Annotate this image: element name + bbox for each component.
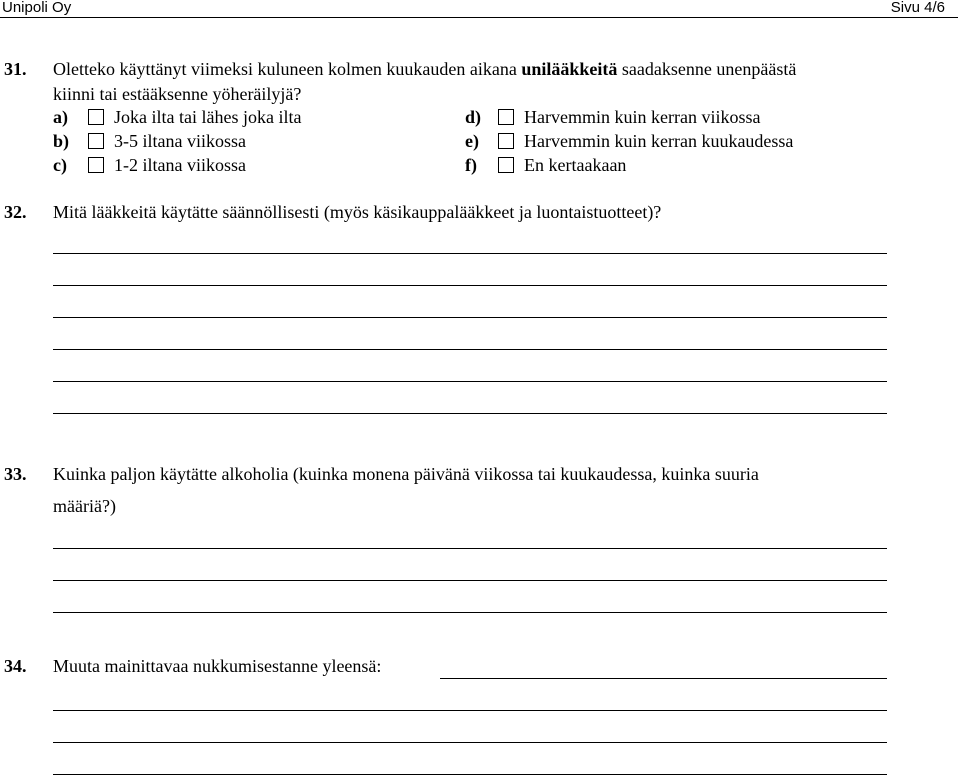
answer-line[interactable] — [53, 413, 887, 414]
question-number: 32. — [4, 202, 27, 222]
answer-line[interactable] — [53, 774, 887, 775]
company-name: Unipoli Oy — [2, 0, 72, 16]
answer-line[interactable] — [53, 253, 887, 254]
question-text: Muuta mainittavaa nukkumisestanne yleensä: — [53, 656, 382, 676]
option-letter: e) — [465, 131, 479, 151]
answer-line[interactable] — [53, 317, 887, 318]
header-divider — [0, 17, 958, 18]
answer-line[interactable] — [53, 381, 887, 382]
question-text-bold: unilääkkeitä — [521, 59, 618, 79]
question-text-line1: Kuinka paljon käytätte alkoholia (kuinka monena päivänä viikossa tai kuukaudessa, kuinka suuria — [53, 464, 759, 484]
answer-line[interactable] — [53, 710, 887, 711]
option-letter: f) — [465, 155, 477, 175]
answer-line[interactable] — [53, 548, 887, 549]
question-text-part2: saadaksenne unenpäästä — [617, 59, 797, 79]
option-label: En kertaakaan — [524, 155, 627, 175]
option-label: Harvemmin kuin kerran viikossa — [524, 107, 761, 127]
option-letter: c) — [53, 155, 67, 175]
option-letter: b) — [53, 131, 70, 151]
answer-line[interactable] — [53, 742, 887, 743]
answer-line[interactable] — [440, 678, 887, 679]
answer-line[interactable] — [53, 612, 887, 613]
question-text-line1 — [53, 59, 796, 80]
checkbox[interactable] — [498, 109, 514, 125]
option-letter: a) — [53, 107, 68, 127]
checkbox[interactable] — [88, 157, 104, 173]
option-label: Harvemmin kuin kerran kuukaudessa — [524, 131, 794, 151]
answer-line[interactable] — [53, 580, 887, 581]
answer-line[interactable] — [53, 285, 887, 286]
checkbox[interactable] — [498, 133, 514, 149]
question-number: 33. — [4, 464, 27, 484]
checkbox[interactable] — [498, 157, 514, 173]
question-text-line2: määriä?) — [53, 496, 116, 516]
question-number: 31. — [4, 59, 27, 79]
question-number: 34. — [4, 656, 27, 676]
question-text: Mitä lääkkeitä käytätte säännöllisesti (myös käsikauppalääkkeet ja luontaistuotteet)? — [53, 202, 662, 222]
option-letter: d) — [465, 107, 482, 127]
option-label: 1-2 iltana viikossa — [114, 155, 246, 175]
checkbox[interactable] — [88, 109, 104, 125]
answer-line[interactable] — [53, 349, 887, 350]
page-header — [0, 0, 960, 18]
option-label: 3-5 iltana viikossa — [114, 131, 246, 151]
option-label: Joka ilta tai lähes joka ilta — [114, 107, 302, 127]
question-text-part1: Oletteko käyttänyt viimeksi kuluneen kolmen kuukauden aikana — [53, 59, 522, 79]
question-text-line2: kiinni tai estääksenne yöheräilyjä? — [53, 84, 302, 104]
checkbox[interactable] — [88, 133, 104, 149]
page-number: Sivu 4/6 — [890, 0, 945, 16]
